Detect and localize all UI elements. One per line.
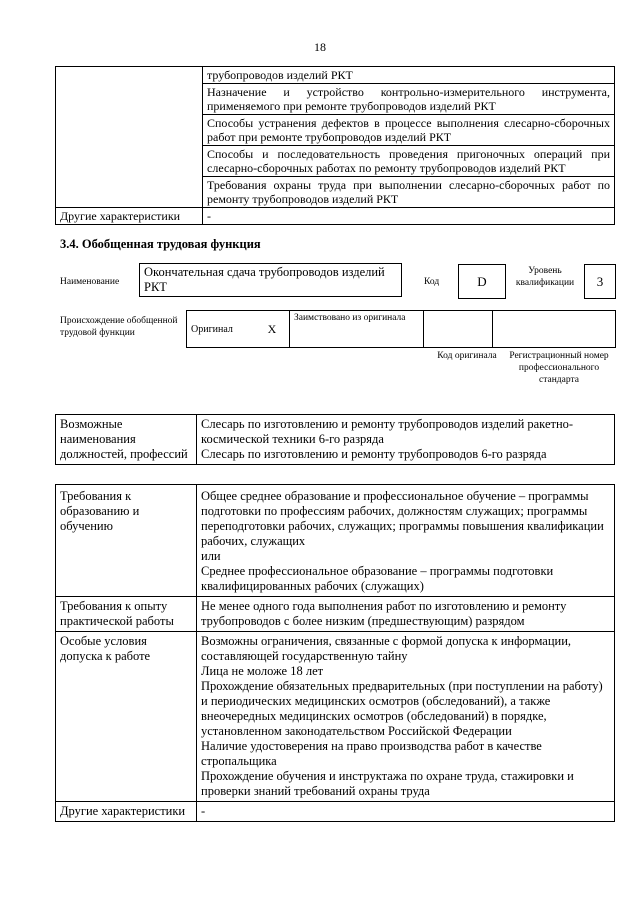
level-label: Уровень квалификации — [515, 266, 575, 288]
table-row — [56, 485, 615, 597]
origin-table — [186, 310, 616, 348]
table-cell: трубопроводов изделий РКТ — [203, 67, 615, 84]
borrowed-label: Заимствовано из оригинала — [290, 311, 424, 348]
education-values — [197, 485, 615, 597]
origin-label: Происхождение обобщенной трудовой функции — [60, 316, 178, 338]
table-row — [56, 632, 615, 802]
page-number: 18 — [314, 40, 326, 54]
original-code-cell — [424, 311, 493, 348]
positions-table — [55, 414, 615, 465]
name-label: Наименование — [60, 277, 120, 287]
level-value: 3 — [584, 264, 616, 299]
requirement-line: Наличие удостоверения на право производства работ в качестве стропальщика — [201, 739, 542, 768]
position-item: Слесарь по изготовлению и ремонту трубопроводов изделий ракетно-космической техники 6-го разряда — [201, 417, 574, 446]
requirement-line: Общее среднее образование и профессиональное обучение – программы подготовки по профессиям рабочих, должностям служащих; программы переподготовки рабочих, служащих; программы повышения квалификации рабочих, служащих — [201, 489, 604, 548]
code-value: D — [458, 264, 506, 299]
registration-caption: Регистрационный номер профессионального стандарта — [509, 351, 609, 385]
requirement-line: - — [201, 804, 206, 818]
experience-values — [197, 597, 615, 632]
table-row — [56, 597, 615, 632]
code-label: Код — [424, 277, 440, 287]
education-label: Требования к образованию и обучению — [56, 485, 197, 597]
other-values — [197, 802, 615, 822]
table-cell: Способы устранения дефектов в процессе выполнения слесарно-сборочных работ при ремонте трубопроводов изделий РКТ — [203, 115, 615, 146]
table-row — [56, 415, 615, 465]
special-conditions-values — [197, 632, 615, 802]
empty-label-cell — [56, 67, 203, 208]
original-label: Оригинал — [187, 311, 256, 348]
original-mark: X — [255, 311, 290, 348]
top-table — [55, 66, 615, 225]
requirement-line: или — [201, 549, 221, 563]
registration-number-cell — [493, 311, 616, 348]
requirement-line: Прохождение обязательных предварительных (при поступлении на работу) и периодических медицинских осмотров (обследований), а также внеочередных медицинских осмотров (обследований) в порядке, установленном законодательством Российской Федерации — [201, 679, 603, 738]
positions-values — [197, 415, 615, 465]
table-cell: Требования охраны труда при выполнении слесарно-сборочных работ по ремонту трубопроводов изделий РКТ — [203, 177, 615, 208]
experience-label: Требования к опыту практической работы — [56, 597, 197, 632]
table-cell: Способы и последовательность проведения пригоночных операций при слесарно-сборочных работах по ремонту трубопроводов изделий РКТ — [203, 146, 615, 177]
table-row — [56, 208, 615, 225]
position-item: Слесарь по изготовлению и ремонту трубопроводов 6-го разряда — [201, 447, 547, 461]
other-characteristics-value: - — [203, 208, 615, 225]
positions-label: Возможные наименования должностей, профессий — [56, 415, 197, 465]
section-title: 3.4. Обобщенная трудовая функция — [60, 237, 261, 251]
requirement-line: Лица не моложе 18 лет — [201, 664, 324, 678]
table-cell: Назначение и устройство контрольно-измерительного инструмента, применяемого при ремонте трубопроводов изделий РКТ — [203, 84, 615, 115]
name-value: Окончательная сдача трубопроводов изделий РКТ — [139, 263, 402, 297]
requirement-line: Прохождение обучения и инструктажа по охране труда, стажировки и проверки знаний требований охраны труда — [201, 769, 574, 798]
requirement-line: Возможны ограничения, связанные с формой допуска к информации, составляющей государственную тайну — [201, 634, 572, 663]
table-row — [187, 311, 616, 348]
requirement-line: Среднее профессиональное образование – программы подготовки квалифицированных рабочих (служащих) — [201, 564, 554, 593]
requirements-table — [55, 484, 615, 822]
table-row — [56, 802, 615, 822]
special-conditions-label: Особые условия допуска к работе — [56, 632, 197, 802]
requirement-line: Не менее одного года выполнения работ по изготовлению и ремонту трубопроводов с более низким (предшествующим) разрядом — [201, 599, 567, 628]
code-caption: Код оригинала — [437, 351, 497, 361]
other-characteristics-label: Другие характеристики — [56, 208, 203, 225]
table-row — [56, 67, 615, 84]
other-label: Другие характеристики — [56, 802, 197, 822]
